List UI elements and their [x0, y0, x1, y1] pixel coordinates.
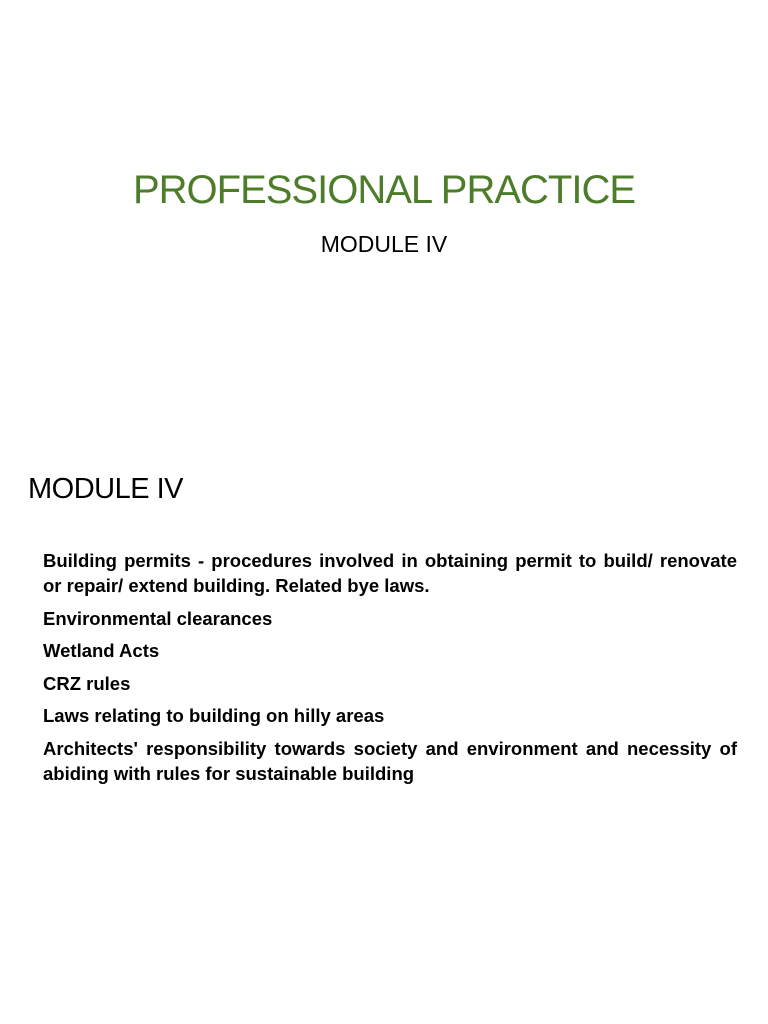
- list-item: Environmental clearances: [43, 607, 273, 629]
- content-slide: [0, 384, 768, 1024]
- list-item: Wetland Acts: [43, 640, 160, 661]
- list-item: Laws relating to building on hilly areas: [43, 705, 385, 726]
- list-item: Architects' responsibility towards society and environment and necessity of abiding with rules for sustainable building: [43, 737, 737, 784]
- list-item: Building permits - procedures involved in obtaining permit to build/ renovate or repair/ extend building. Related bye laws.: [43, 550, 737, 596]
- content-heading: MODULE IV: [28, 473, 184, 505]
- list-item: CRZ rules: [43, 672, 131, 694]
- title-slide: [0, 0, 768, 384]
- slide-title: PROFESSIONAL PRACTICE: [132, 168, 636, 212]
- topic-list: [43, 548, 737, 793]
- slide-subtitle: MODULE IV: [320, 231, 448, 257]
